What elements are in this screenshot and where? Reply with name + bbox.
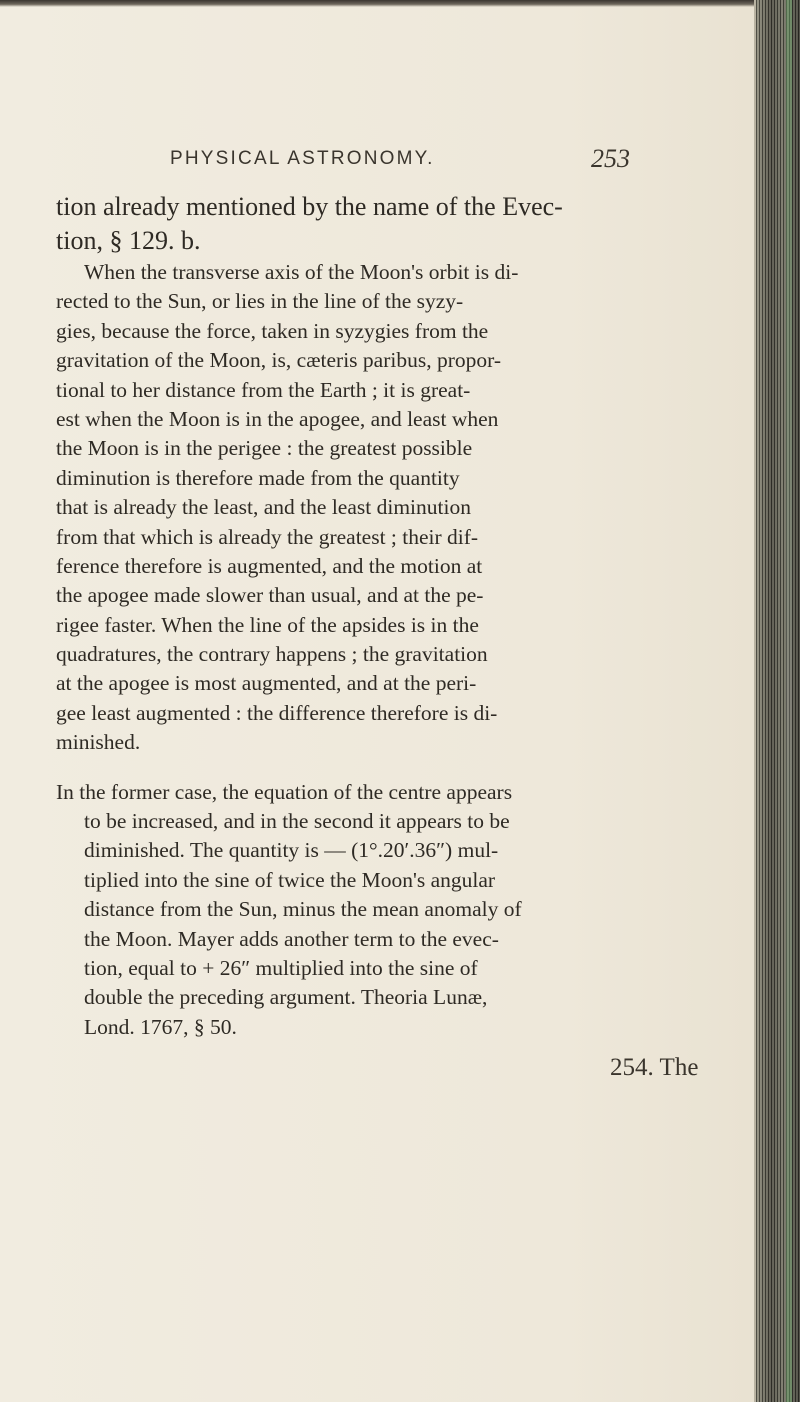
spine-highlight [786, 0, 792, 1402]
text-line: tion, § 129. b. [56, 226, 201, 255]
text-line: minished. [56, 730, 141, 755]
text-line: ference therefore is augmented, and the motion at [56, 553, 483, 578]
text-line: est when the Moon is in the apogee, and least when [56, 406, 499, 431]
text-line: the Moon. Mayer adds another term to the evec- [84, 926, 499, 951]
text-line: at the apogee is most augmented, and at the peri- [56, 671, 477, 696]
book-spine-edge [754, 0, 800, 1402]
text-line: tional to her distance from the Earth ; it is great- [56, 377, 471, 402]
text-line: the Moon is in the perigee : the greatest possible [56, 436, 473, 461]
opening-lines [56, 190, 756, 258]
text-line: rected to the Sun, or lies in the line of the syzy- [56, 289, 464, 314]
text-line: diminished. The quantity is — (1°.20′.36″) mul- [84, 838, 499, 863]
text-line: from that which is already the greatest ; their dif- [56, 524, 479, 549]
page-header [170, 144, 630, 178]
text-line: quadratures, the contrary happens ; the gravitation [56, 642, 488, 667]
paragraph-gap [56, 758, 756, 778]
text-line: gee least augmented : the difference therefore is di- [56, 700, 498, 725]
paragraph-1 [56, 258, 756, 758]
text-line: When the transverse axis of the Moon's orbit is di- [84, 260, 519, 284]
body-text [56, 190, 756, 1042]
page-number: 253 [591, 144, 630, 173]
top-edge-shadow [0, 0, 760, 7]
running-head: PHYSICAL ASTRONOMY. [170, 148, 435, 169]
text-line: tiplied into the sine of twice the Moon's angular [84, 867, 496, 892]
text-line: distance from the Sun, minus the mean anomaly of [84, 897, 522, 922]
paragraph-2 [56, 778, 756, 1043]
text-line: to be increased, and in the second it appears to be [84, 809, 510, 834]
text-line: double the preceding argument. Theoria Lunæ, [84, 985, 488, 1010]
text-line: the apogee made slower than usual, and at the pe- [56, 583, 484, 608]
text-line: tion already mentioned by the name of the Evec- [56, 192, 563, 221]
text-line: gravitation of the Moon, is, cæteris paribus, propor- [56, 348, 502, 373]
text-line: rigee faster. When the line of the apsides is in the [56, 612, 479, 637]
text-line: tion, equal to + 26″ multiplied into the sine of [84, 955, 478, 980]
text-line: Lond. 1767, § 50. [84, 1014, 237, 1039]
text-line: diminution is therefore made from the quantity [56, 465, 460, 490]
text-line: gies, because the force, taken in syzygies from the [56, 318, 489, 343]
text-line: In the former case, the equation of the centre appears [56, 779, 513, 804]
catchword: 254. The [610, 1054, 699, 1081]
text-line: that is already the least, and the least diminution [56, 495, 471, 520]
